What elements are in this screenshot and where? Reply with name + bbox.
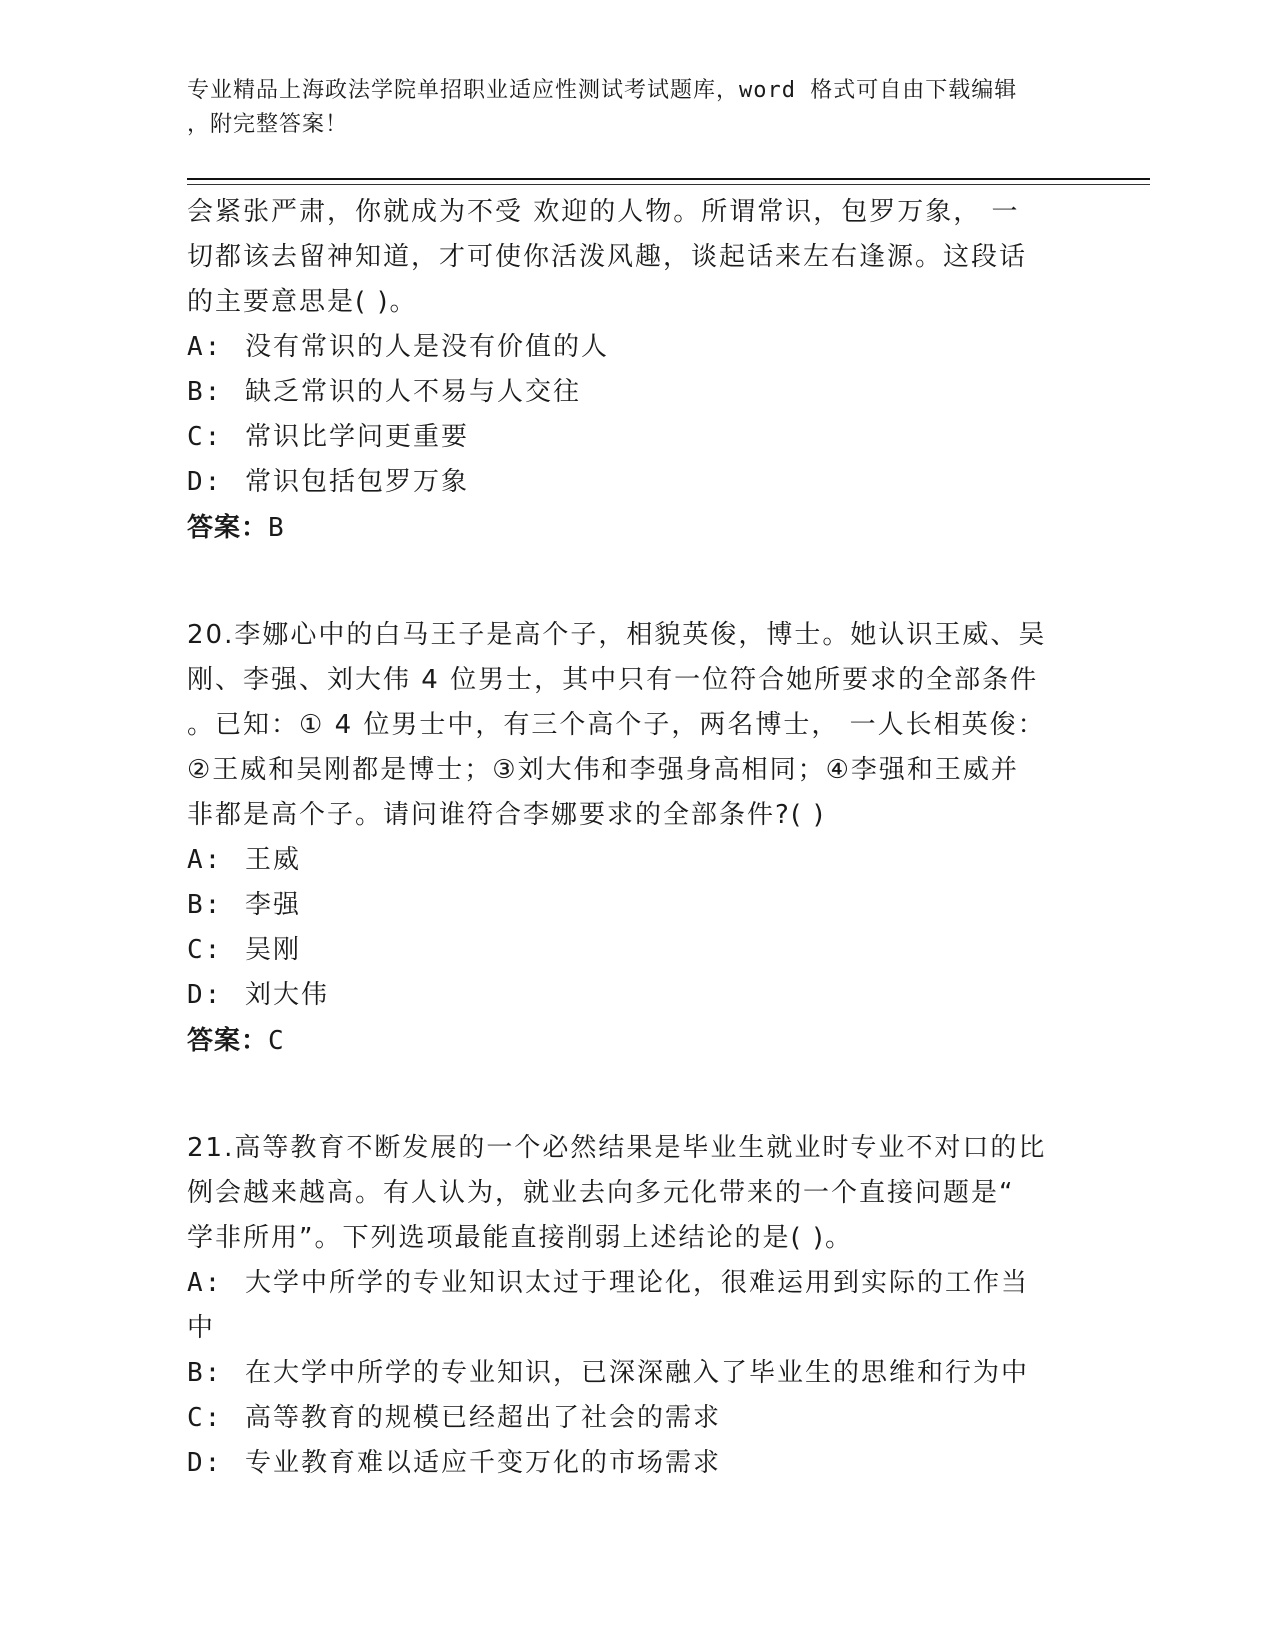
- option-c: [187, 415, 1087, 460]
- option-d: [187, 1441, 1087, 1486]
- option-b: [187, 370, 1087, 415]
- answer-value: B: [268, 513, 285, 543]
- option-key: A:: [187, 845, 223, 875]
- question-text-line: 。已知：① 4 位男士中，有三个高个子，两名博士， 一人长相英俊：: [187, 710, 1046, 740]
- option-text: 常识包括包罗万象: [245, 467, 470, 497]
- answer-label: 答案：: [187, 513, 269, 543]
- option-text: 专业教育难以适应千变万化的市场需求: [245, 1448, 722, 1478]
- option-d: [187, 973, 1087, 1018]
- option-key: C:: [187, 1403, 223, 1433]
- option-text: 大学中所学的专业知识太过于理论化，很难运用到实际的工作当: [245, 1268, 1030, 1298]
- question-text-line: 刚、李强、刘大伟 4 位男士，其中只有一位符合她所要求的全部条件: [187, 665, 1039, 695]
- question-text-line: 学非所用”。下列选项最能直接削弱上述结论的是( )。: [187, 1223, 854, 1253]
- option-text: 王威: [245, 845, 302, 875]
- answer-label: 答案：: [187, 1026, 269, 1056]
- option-c: [187, 928, 1087, 973]
- option-text-continuation: 中: [187, 1313, 216, 1343]
- question-text: [187, 613, 1087, 838]
- option-key: B:: [187, 377, 223, 407]
- question-19: [187, 190, 1087, 551]
- question-text-line: 20.李娜心中的白马王子是高个子，相貌英俊，博士。她认识王威、吴: [187, 620, 1047, 650]
- document-body: [187, 190, 1087, 1486]
- question-text-line: 会紧张严肃，你就成为不受 欢迎的人物。所谓常识，包罗万象， 一: [187, 197, 1020, 227]
- question-text-line: 的主要意思是( )。: [187, 287, 418, 317]
- question-text: [187, 190, 1087, 325]
- header-rule-thin: [187, 184, 1150, 185]
- option-a: [187, 1261, 1087, 1351]
- option-text: 缺乏常识的人不易与人交往: [245, 377, 582, 407]
- answer-line: [187, 1018, 1087, 1064]
- header-line-2: ，附完整答案！: [187, 112, 349, 137]
- option-text: 在大学中所学的专业知识，已深深融入了毕业生的思维和行为中: [245, 1358, 1030, 1388]
- option-key: C:: [187, 422, 223, 452]
- question-text-line: 例会越来越高。有人认为，就业去向多元化带来的一个直接问题是“: [187, 1178, 1015, 1208]
- question-text-line: 21.高等教育不断发展的一个必然结果是毕业生就业时专业不对口的比: [187, 1133, 1047, 1163]
- option-d: [187, 460, 1087, 505]
- option-a: [187, 325, 1087, 370]
- question-text-line: 非都是高个子。请问谁符合李娜要求的全部条件?( ): [187, 800, 826, 830]
- header-line-1: 专业精品上海政法学院单招职业适应性测试考试题库，word 格式可自由下载编辑: [187, 78, 1018, 103]
- option-a: [187, 838, 1087, 883]
- option-key: A:: [187, 1268, 223, 1298]
- option-text: 吴刚: [245, 935, 302, 965]
- option-c: [187, 1396, 1087, 1441]
- question-text: [187, 1126, 1087, 1261]
- option-text: 刘大伟: [245, 980, 330, 1010]
- header-rule-thick: [187, 178, 1150, 180]
- option-key: B:: [187, 890, 223, 920]
- question-21: [187, 1126, 1087, 1486]
- option-key: D:: [187, 980, 223, 1010]
- document-header: [187, 74, 1067, 142]
- question-20: [187, 613, 1087, 1064]
- option-b: [187, 1351, 1087, 1396]
- option-key: A:: [187, 332, 223, 362]
- answer-value: C: [268, 1026, 285, 1056]
- option-text: 李强: [245, 890, 302, 920]
- option-key: D:: [187, 467, 223, 497]
- option-b: [187, 883, 1087, 928]
- option-text: 高等教育的规模已经超出了社会的需求: [245, 1403, 722, 1433]
- question-text-line: 切都该去留神知道，才可使你活泼风趣，谈起话来左右逢源。这段话: [187, 242, 1028, 272]
- answer-line: [187, 505, 1087, 551]
- question-text-line: ②王威和吴刚都是博士；③刘大伟和李强身高相同；④李强和王威并: [187, 755, 1019, 785]
- option-key: C:: [187, 935, 223, 965]
- option-key: D:: [187, 1448, 223, 1478]
- option-text: 常识比学问更重要: [245, 422, 470, 452]
- option-text: 没有常识的人是没有价值的人: [245, 332, 610, 362]
- option-key: B:: [187, 1358, 223, 1388]
